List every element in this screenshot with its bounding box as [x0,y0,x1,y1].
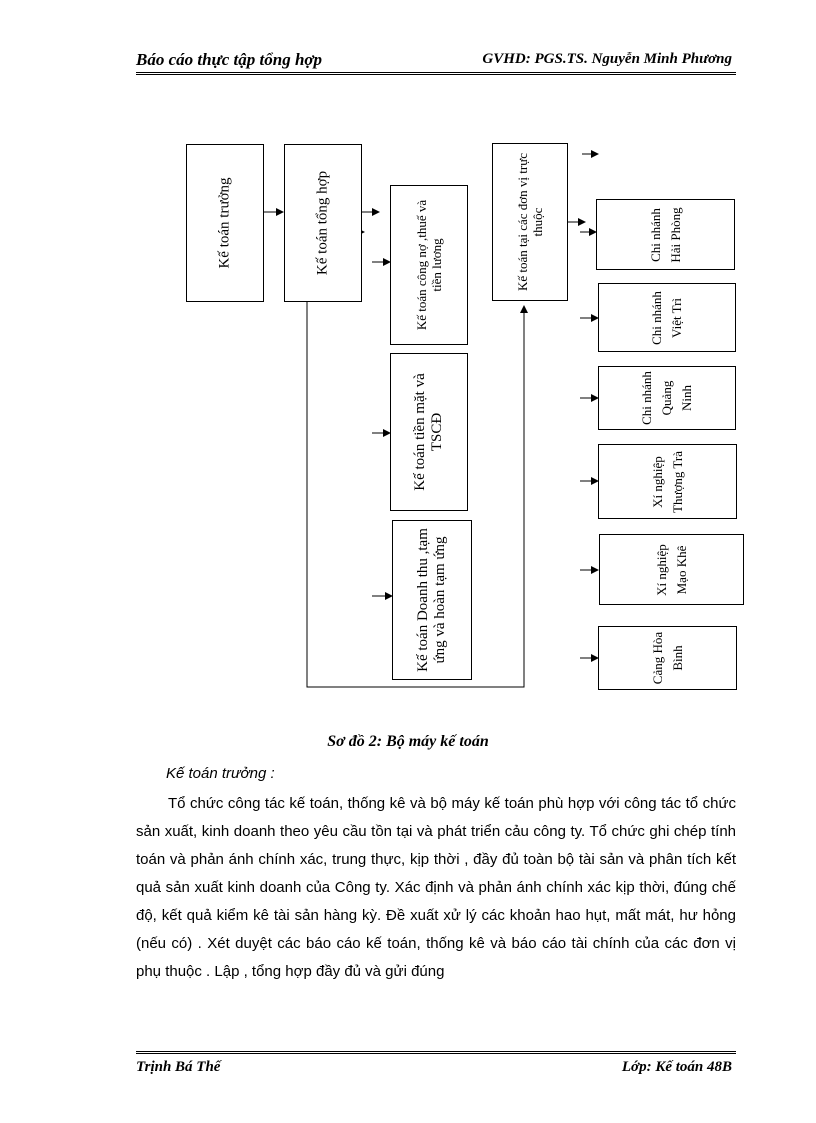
footer-rule [136,1051,736,1054]
box-unit-thuong-tra [598,444,737,519]
box-ke-toan-tien-mat [390,353,468,511]
page-footer [136,1059,736,1079]
body-paragraph: Tổ chức công tác kế toán, thống kê và bộ máy kế toán phù hợp với công tác tổ chức sản xuất, kinh doanh theo yêu cầu tồn tại và phát triển cảu công ty. Tổ chức ghi chép tính toán và phản ánh chính xác, trung thực, kịp thời , đầy đủ toàn bộ tài sản và phân tích kết quả sản xuất kinh doanh của Công ty. Xác định và phản ánh chính xác kịp thời, đúng chế độ, kết quả kiểm kê tài sản hàng kỳ. Đề xuất xử lý các khoản hao hụt, mất mát, hư hỏng (nếu có) . Xét duyệt các báo cáo kế toán, thống kê và báo cáo tài chính của các đơn vị phụ thuộc . Lập , tổng hợp đầy đủ và gửi đúng [136,795,736,980]
box-ke-toan-don-vi [492,143,568,301]
box-unit-mao-khe [599,534,744,605]
diagram-caption: Sơ đồ 2: Bộ máy kế toán [327,733,489,750]
label-unit-thuong-tra: Xí nghiệp Thượng Trà [649,450,685,513]
label-ke-toan-tien-mat: Kế toán tiền mặt và TSCĐ [412,373,445,491]
box-ke-toan-doanh-thu [392,520,472,680]
class-name: Lớp: Kế toán 48B [621,1059,732,1075]
section-subheading: Kế toán trưởng : [166,765,275,782]
box-ke-toan-truong [186,144,264,302]
label-ke-toan-cong-no: Kế toán công nợ ,thuế và tiền lương [414,199,444,331]
report-title: Báo cáo thực tập tổng hợp [136,50,323,69]
label-unit-quang-ninh: Chi nhánh Quảng Ninh [639,371,694,425]
label-unit-viet-tri: Chi nhánh Việt Trì [649,290,684,345]
label-unit-hai-phong: Chi nhánh Hải Phòng [647,206,683,263]
author-name: Trịnh Bá Thế [136,1059,221,1075]
box-unit-cang-hoa-binh [598,626,737,690]
box-ke-toan-tong-hop [284,144,362,302]
label-unit-cang-hoa-binh: Cảng Hòa Bình [649,631,685,685]
supervisor-name: GVHD: PGS.TS. Nguyễn Minh Phương [482,51,732,67]
box-unit-quang-ninh [598,366,736,430]
box-ke-toan-cong-no [390,185,468,345]
label-ke-toan-don-vi: Kế toán tại các đơn vị trực thuộc [515,152,545,292]
label-ke-toan-truong: Kế toán trưởng [216,177,233,269]
label-unit-mao-khe: Xí nghiệp Mạo Khê [653,543,689,596]
label-ke-toan-doanh-thu: Kế toán Doanh thu ,tạm ứng và hoàn tạm ứng [415,528,448,672]
box-unit-hai-phong [596,199,735,270]
box-unit-viet-tri [598,283,736,352]
label-ke-toan-tong-hop: Kế toán tổng hợp [314,170,331,276]
